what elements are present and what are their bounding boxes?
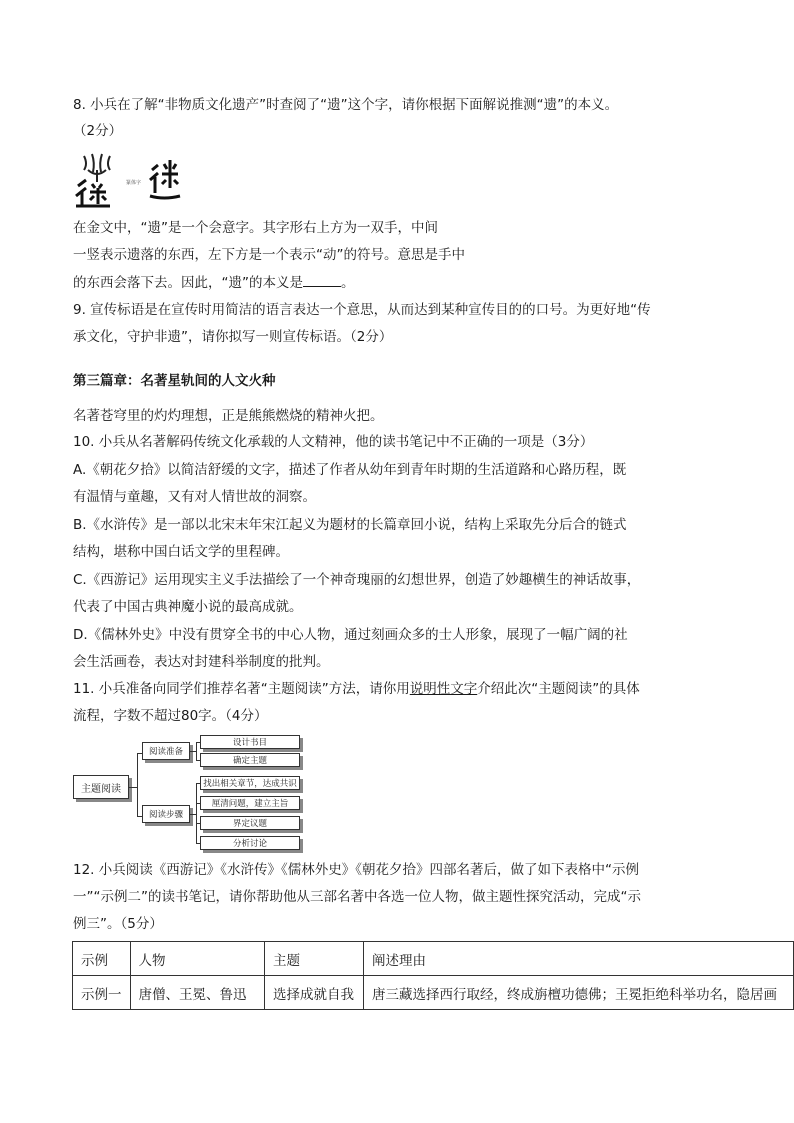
q8-explanation-line1: 在金文中，“遗”是一个会意字。其字形右上方为一双手，中间 xyxy=(73,220,438,236)
glyph-caption: 篆体字 xyxy=(126,180,142,186)
q10-option-a-line2: 有温情与童趣，又有对人情世故的洞察。 xyxy=(73,489,316,505)
q12-stem-line3: 例三”。（5分） xyxy=(73,916,163,932)
diagram-step-1: 找出相关章节，达成共识 xyxy=(200,776,300,790)
q10-option-c-line2: 代表了中国古典神魔小说的最高成就。 xyxy=(73,599,303,615)
q10-option-d-line1: D.《儒林外史》中没有贯穿全书的中心人物，通过刻画众多的士人形象，展现了一幅广阔的社 xyxy=(73,627,628,643)
reading-notes-table xyxy=(72,941,794,1010)
q10-option-b-line1: B.《水浒传》是一部以北宋末年宋江起义为题材的长篇章回小说，结构上采取先分后合的链式 xyxy=(73,517,627,533)
table-cell: 唐僧、王冕、鲁迅 xyxy=(130,976,265,1010)
table-header-cell: 阐述理由 xyxy=(364,942,794,976)
table-row xyxy=(73,976,794,1010)
diagram-root: 主题阅读 xyxy=(73,775,129,799)
diagram-branch-prep: 阅读准备 xyxy=(142,742,190,760)
q12-stem-line2: 一”“示例二”的读书笔记，请你帮助他从三部名著中各选一位人物，做主题性探究活动，完成“示 xyxy=(73,889,641,905)
q8-stem-line1: 8. 小兵在了解“非物质文化遗产”时查阅了“遗”这个字，请你根据下面解说推测“遗”的本义。 xyxy=(73,97,619,113)
reading-notes-table-clip xyxy=(72,941,794,1013)
diagram-step-3: 界定议题 xyxy=(200,816,300,830)
table-cell: 示例一 xyxy=(73,976,131,1010)
table-header-cell: 示例 xyxy=(73,942,131,976)
diagram-prep-item-2: 确定主题 xyxy=(200,753,300,767)
q8-explanation-line3: 的东西会落下去。因此，“遗”的本义是 。 xyxy=(73,272,355,293)
chapter-heading: 第三篇章：名著星轨间的人文火种 xyxy=(73,373,276,389)
q11-stem-line1: 11. 小兵准备向同学们推荐名著“主题阅读”方法，请你用说明性文字介绍此次“主题阅读”的具体 xyxy=(73,681,640,697)
q11-stem-line2: 流程，字数不超过80字。（4分） xyxy=(73,708,268,724)
q8-explanation-line2: 一竖表示遗落的东西，左下方是一个表示“动”的符号。意思是手中 xyxy=(73,247,465,263)
seal-script-glyph-left xyxy=(76,180,110,206)
diagram-branch-steps: 阅读步骤 xyxy=(142,805,190,823)
table-cell: 选择成就自我 xyxy=(265,976,364,1010)
diagram-step-4: 分析讨论 xyxy=(200,836,300,850)
q12-stem-line1: 12. 小兵阅读《西游记》《水浒传》《儒林外史》《朝花夕拾》四部名著后，做了如下表格中“示例 xyxy=(73,862,640,878)
seal-script-glyph-right xyxy=(150,160,180,198)
q10-option-c-line1: C.《西游记》运用现实主义手法描绘了一个神奇瑰丽的幻想世界，创造了妙趣横生的神话故事， xyxy=(73,572,641,588)
diagram-step-2: 厘清问题，建立主旨 xyxy=(200,796,300,810)
answer-blank[interactable] xyxy=(303,272,341,287)
q10-option-a-line1: A.《朝花夕拾》以简洁舒缓的文字，描述了作者从幼年到青年时期的生活道路和心路历程，既 xyxy=(73,462,627,478)
q9-stem-line2: 承文化，守护非遗”，请你拟写一则宣传标语。（2分） xyxy=(73,329,393,345)
table-header-cell: 人物 xyxy=(130,942,265,976)
table-cell: 唐三藏选择西行取经，终成旃檀功德佛；王冕拒绝科举功名，隐居画 xyxy=(364,976,794,1010)
diagram-prep-item-1: 设计书目 xyxy=(200,735,300,749)
q10-stem: 10. 小兵从名著解码传统文化承载的人文精神，他的读书笔记中不正确的一项是（3分） xyxy=(73,434,594,450)
q10-option-d-line2: 会生活画卷，表达对封建科举制度的批判。 xyxy=(73,654,330,670)
q9-stem-line1: 9. 宣传标语是在宣传时用简洁的语言表达一个意思，从而达到某种宣传目的的口号。为更好地“传 xyxy=(73,302,651,318)
chapter-intro: 名著苍穹里的灼灼理想，正是熊熊燃烧的精神火把。 xyxy=(73,408,384,424)
table-header-row xyxy=(73,942,794,976)
bronze-script-glyph xyxy=(84,154,110,182)
table-header-cell: 主题 xyxy=(265,942,364,976)
q8-stem-line2: （2分） xyxy=(73,123,123,139)
q10-option-b-line2: 结构，堪称中国白话文学的里程碑。 xyxy=(73,544,289,560)
ancient-character-illustration xyxy=(72,150,192,210)
